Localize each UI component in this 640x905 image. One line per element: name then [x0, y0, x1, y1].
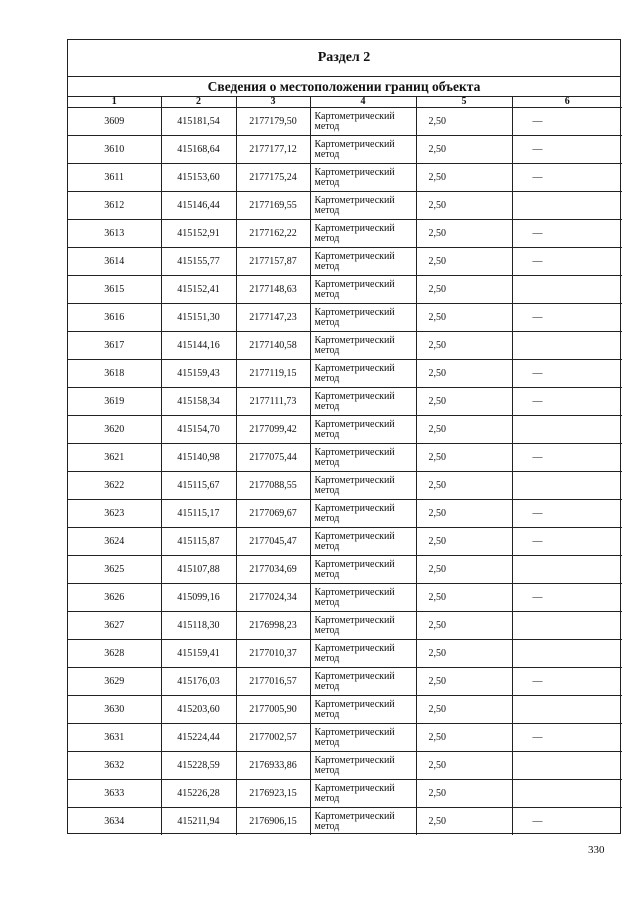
method-cell: Картометрический метод [310, 612, 416, 640]
accuracy-cell: 2,50 [416, 220, 512, 248]
note-cell: — [512, 220, 622, 248]
table-row [68, 220, 622, 248]
accuracy-cell: 2,50 [416, 444, 512, 472]
accuracy-cell: 2,50 [416, 136, 512, 164]
x-coordinate-cell: 415159,43 [161, 360, 236, 388]
method-cell: Картометрический метод [310, 668, 416, 696]
accuracy-cell: 2,50 [416, 472, 512, 500]
section-title: Раздел 2 [68, 40, 620, 77]
column-header: 1 [68, 97, 161, 108]
method-cell: Картометрический метод [310, 752, 416, 780]
x-coordinate-cell: 415154,70 [161, 416, 236, 444]
note-cell: — [512, 668, 622, 696]
accuracy-cell: 2,50 [416, 304, 512, 332]
table-row [68, 584, 622, 612]
note-cell: — [512, 136, 622, 164]
method-cell: Картометрический метод [310, 192, 416, 220]
point-number-cell: 3614 [68, 248, 161, 276]
method-cell: Картометрический метод [310, 164, 416, 192]
accuracy-cell: 2,50 [416, 808, 512, 836]
accuracy-cell: 2,50 [416, 528, 512, 556]
note-cell: — [512, 500, 622, 528]
y-coordinate-cell: 2177075,44 [236, 444, 310, 472]
method-cell: Картометрический метод [310, 220, 416, 248]
x-coordinate-cell: 415146,44 [161, 192, 236, 220]
point-number-cell: 3620 [68, 416, 161, 444]
column-header: 5 [416, 97, 512, 108]
method-cell: Картометрический метод [310, 556, 416, 584]
accuracy-cell: 2,50 [416, 164, 512, 192]
table-row [68, 724, 622, 752]
method-cell: Картометрический метод [310, 136, 416, 164]
point-number-cell: 3617 [68, 332, 161, 360]
column-header: 4 [310, 97, 416, 108]
table-row [68, 528, 622, 556]
x-coordinate-cell: 415158,34 [161, 388, 236, 416]
y-coordinate-cell: 2177099,42 [236, 416, 310, 444]
y-coordinate-cell: 2177069,67 [236, 500, 310, 528]
y-coordinate-cell: 2177162,22 [236, 220, 310, 248]
x-coordinate-cell: 415228,59 [161, 752, 236, 780]
y-coordinate-cell: 2177045,47 [236, 528, 310, 556]
y-coordinate-cell: 2176923,15 [236, 780, 310, 808]
x-coordinate-cell: 415155,77 [161, 248, 236, 276]
point-number-cell: 3633 [68, 780, 161, 808]
y-coordinate-cell: 2177111,73 [236, 388, 310, 416]
method-cell: Картометрический метод [310, 388, 416, 416]
note-cell [512, 276, 622, 304]
method-cell: Картометрический метод [310, 808, 416, 836]
point-number-cell: 3612 [68, 192, 161, 220]
point-number-cell: 3611 [68, 164, 161, 192]
column-header: 2 [161, 97, 236, 108]
method-cell: Картометрический метод [310, 276, 416, 304]
table-row [68, 696, 622, 724]
column-header: 3 [236, 97, 310, 108]
method-cell: Картометрический метод [310, 696, 416, 724]
accuracy-cell: 2,50 [416, 388, 512, 416]
page-number: 330 [588, 844, 605, 856]
point-number-cell: 3629 [68, 668, 161, 696]
y-coordinate-cell: 2177119,15 [236, 360, 310, 388]
x-coordinate-cell: 415151,30 [161, 304, 236, 332]
table-row [68, 668, 622, 696]
column-header: 6 [512, 97, 622, 108]
table-row [68, 640, 622, 668]
y-coordinate-cell: 2176933,86 [236, 752, 310, 780]
table-row [68, 248, 622, 276]
table-row [68, 416, 622, 444]
point-number-cell: 3631 [68, 724, 161, 752]
point-number-cell: 3610 [68, 136, 161, 164]
note-cell [512, 612, 622, 640]
note-cell [512, 332, 622, 360]
method-cell: Картометрический метод [310, 528, 416, 556]
y-coordinate-cell: 2177002,57 [236, 724, 310, 752]
note-cell [512, 472, 622, 500]
note-cell: — [532, 816, 543, 827]
x-coordinate-cell: 415115,17 [161, 500, 236, 528]
x-coordinate-cell: 415168,64 [161, 136, 236, 164]
x-coordinate-cell: 415159,41 [161, 640, 236, 668]
coordinates-table [68, 97, 622, 835]
method-cell: Картометрический метод [310, 584, 416, 612]
method-cell: Картометрический метод [310, 500, 416, 528]
accuracy-cell: 2,50 [416, 584, 512, 612]
table-row [68, 304, 622, 332]
note-cell [512, 192, 622, 220]
boundary-coordinates-sheet [67, 39, 621, 834]
y-coordinate-cell: 2176998,23 [236, 612, 310, 640]
accuracy-cell: 2,50 [416, 276, 512, 304]
point-number-cell: 3609 [68, 108, 161, 136]
table-row [68, 780, 622, 808]
x-coordinate-cell: 415226,28 [161, 780, 236, 808]
note-cell: — [512, 388, 622, 416]
x-coordinate-cell: 415144,16 [161, 332, 236, 360]
note-cell: — [512, 108, 622, 136]
accuracy-cell: 2,50 [416, 668, 512, 696]
point-number-cell: 3618 [68, 360, 161, 388]
y-coordinate-cell: 2177016,57 [236, 668, 310, 696]
method-cell: Картометрический метод [310, 444, 416, 472]
accuracy-cell: 2,50 [416, 696, 512, 724]
y-coordinate-cell: 2177177,12 [236, 136, 310, 164]
x-coordinate-cell: 415118,30 [161, 612, 236, 640]
method-cell: Картометрический метод [310, 724, 416, 752]
note-cell: — [512, 444, 622, 472]
y-coordinate-cell: 2177005,90 [236, 696, 310, 724]
note-cell [512, 640, 622, 668]
x-coordinate-cell: 415152,41 [161, 276, 236, 304]
accuracy-cell: 2,50 [416, 192, 512, 220]
x-coordinate-cell: 415153,60 [161, 164, 236, 192]
table-row [68, 332, 622, 360]
table-row [68, 136, 622, 164]
y-coordinate-cell: 2177140,58 [236, 332, 310, 360]
point-number-cell: 3622 [68, 472, 161, 500]
table-row [68, 808, 622, 836]
x-coordinate-cell: 415224,44 [161, 724, 236, 752]
point-number-cell: 3634 [68, 808, 161, 836]
section-subtitle: Сведения о местоположении границ объекта [68, 77, 620, 97]
accuracy-cell: 2,50 [416, 724, 512, 752]
point-number-cell: 3630 [68, 696, 161, 724]
method-cell: Картометрический метод [310, 416, 416, 444]
x-coordinate-cell: 415099,16 [161, 584, 236, 612]
note-cell [512, 556, 622, 584]
table-row [68, 192, 622, 220]
point-number-cell: 3625 [68, 556, 161, 584]
point-number-cell: 3624 [68, 528, 161, 556]
point-number-cell: 3615 [68, 276, 161, 304]
accuracy-cell: 2,50 [416, 780, 512, 808]
note-cell [512, 752, 622, 780]
accuracy-cell: 2,50 [416, 360, 512, 388]
table-row [68, 108, 622, 136]
accuracy-cell: 2,50 [416, 640, 512, 668]
y-coordinate-cell: 2177157,87 [236, 248, 310, 276]
note-cell: — [512, 248, 622, 276]
x-coordinate-cell: 415107,88 [161, 556, 236, 584]
accuracy-cell: 2,50 [416, 500, 512, 528]
accuracy-cell: 2,50 [416, 416, 512, 444]
point-number-cell: 3628 [68, 640, 161, 668]
note-cell [512, 416, 622, 444]
accuracy-cell: 2,50 [416, 752, 512, 780]
method-cell: Картометрический метод [310, 304, 416, 332]
table-row [68, 752, 622, 780]
point-number-cell: 3619 [68, 388, 161, 416]
accuracy-cell: 2,50 [416, 108, 512, 136]
method-cell: Картометрический метод [310, 640, 416, 668]
point-number-cell: 3627 [68, 612, 161, 640]
table-row [68, 444, 622, 472]
point-number-cell: 3626 [68, 584, 161, 612]
point-number-cell: 3616 [68, 304, 161, 332]
table-row [68, 276, 622, 304]
accuracy-cell: 2,50 [416, 556, 512, 584]
table-row [68, 612, 622, 640]
note-cell: — [512, 584, 622, 612]
x-coordinate-cell: 415152,91 [161, 220, 236, 248]
x-coordinate-cell: 415203,60 [161, 696, 236, 724]
table-header-row [68, 97, 622, 108]
note-cell [512, 780, 622, 808]
method-cell: Картометрический метод [310, 472, 416, 500]
x-coordinate-cell: 415115,67 [161, 472, 236, 500]
note-cell: — [512, 304, 622, 332]
y-coordinate-cell: 2177010,37 [236, 640, 310, 668]
table-row [68, 556, 622, 584]
accuracy-cell: 2,50 [416, 612, 512, 640]
table-row [68, 472, 622, 500]
method-cell: Картометрический метод [310, 780, 416, 808]
x-coordinate-cell: 415181,54 [161, 108, 236, 136]
accuracy-cell: 2,50 [416, 332, 512, 360]
y-coordinate-cell: 2177088,55 [236, 472, 310, 500]
note-cell: — [512, 164, 622, 192]
method-cell: Картометрический метод [310, 108, 416, 136]
note-cell [512, 696, 622, 724]
point-number-cell: 3621 [68, 444, 161, 472]
method-cell: Картометрический метод [310, 332, 416, 360]
point-number-cell: 3632 [68, 752, 161, 780]
table-row [68, 500, 622, 528]
y-coordinate-cell: 2177034,69 [236, 556, 310, 584]
note-cell: — [512, 360, 622, 388]
table-row [68, 388, 622, 416]
y-coordinate-cell: 2177169,55 [236, 192, 310, 220]
y-coordinate-cell: 2176906,15 [236, 808, 310, 836]
y-coordinate-cell: 2177148,63 [236, 276, 310, 304]
point-number-cell: 3623 [68, 500, 161, 528]
x-coordinate-cell: 415115,87 [161, 528, 236, 556]
method-cell: Картометрический метод [310, 360, 416, 388]
table-row [68, 360, 622, 388]
x-coordinate-cell: 415176,03 [161, 668, 236, 696]
x-coordinate-cell: 415211,94 [161, 808, 236, 836]
note-cell: — [512, 528, 622, 556]
point-number-cell: 3613 [68, 220, 161, 248]
accuracy-cell: 2,50 [416, 248, 512, 276]
table-row [68, 164, 622, 192]
note-cell: — [512, 724, 622, 752]
x-coordinate-cell: 415140,98 [161, 444, 236, 472]
y-coordinate-cell: 2177179,50 [236, 108, 310, 136]
method-cell: Картометрический метод [310, 248, 416, 276]
y-coordinate-cell: 2177147,23 [236, 304, 310, 332]
y-coordinate-cell: 2177024,34 [236, 584, 310, 612]
y-coordinate-cell: 2177175,24 [236, 164, 310, 192]
